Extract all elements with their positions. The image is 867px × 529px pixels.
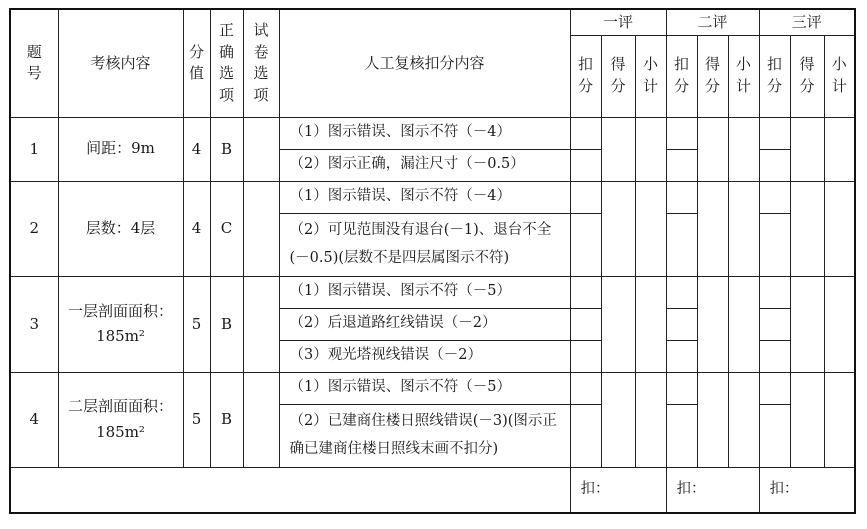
r2-de: 得 分 [697, 35, 728, 117]
r2-kou-cell[interactable] [666, 276, 697, 308]
deduct-item: （2）已建商住楼日照线错误(－3)(图示正确已建商住楼日照线末画不扣分) [279, 404, 570, 467]
header-score: 分 值 [183, 9, 210, 117]
header-review-3: 三评 [759, 9, 855, 35]
footer-kou-1[interactable]: 扣： [570, 467, 666, 513]
r3-kou-cell[interactable] [759, 340, 790, 372]
r1-de-cell[interactable] [601, 372, 635, 467]
deduct-item: （1）图示错误、图示不符（－5） [279, 372, 570, 404]
row-no: 1 [10, 117, 58, 181]
row-paper-choice[interactable] [243, 276, 279, 372]
row-correct: B [210, 117, 243, 181]
r3-kou: 扣 分 [759, 35, 790, 117]
row-score: 5 [183, 276, 210, 372]
footer-kou-2[interactable]: 扣： [666, 467, 759, 513]
r2-kou: 扣 分 [666, 35, 697, 117]
r3-de: 得 分 [790, 35, 824, 117]
row-no: 2 [10, 181, 58, 276]
r1-kou-cell[interactable] [570, 213, 601, 276]
header-no: 题 号 [10, 9, 58, 117]
r3-de-cell[interactable] [790, 372, 824, 467]
row-paper-choice[interactable] [243, 117, 279, 181]
r3-xiaoji-cell[interactable] [824, 181, 855, 276]
header-paper: 试 卷 选 项 [243, 9, 279, 117]
deduct-item: （1）图示错误、图示不符（－4） [279, 117, 570, 149]
table-row [10, 276, 855, 308]
header-review-1: 一评 [570, 9, 666, 35]
r3-kou-cell[interactable] [759, 149, 790, 181]
r1-kou-cell[interactable] [570, 340, 601, 372]
r1-kou-cell[interactable] [570, 149, 601, 181]
r1-de-cell[interactable] [601, 117, 635, 181]
r1-kou-cell[interactable] [570, 276, 601, 308]
r3-kou-cell[interactable] [759, 404, 790, 467]
r3-xiaoji-cell[interactable] [824, 372, 855, 467]
r2-kou-cell[interactable] [666, 149, 697, 181]
header-review-2: 二评 [666, 9, 759, 35]
r3-de-cell[interactable] [790, 276, 824, 372]
r1-xiaoji-cell[interactable] [635, 117, 666, 181]
r3-kou-cell[interactable] [759, 372, 790, 404]
r3-kou-cell[interactable] [759, 308, 790, 340]
row-score: 4 [183, 117, 210, 181]
deduct-item: （2）图示正确，漏注尺寸（－0.5） [279, 149, 570, 181]
r1-de: 得 分 [601, 35, 635, 117]
row-paper-choice[interactable] [243, 372, 279, 467]
r3-kou-cell[interactable] [759, 276, 790, 308]
r1-kou-cell[interactable] [570, 372, 601, 404]
r3-xiaoji-cell[interactable] [824, 117, 855, 181]
row-topic: 层数：4层 [58, 181, 183, 276]
r1-kou-cell[interactable] [570, 404, 601, 467]
row-paper-choice[interactable] [243, 181, 279, 276]
r3-de-cell[interactable] [790, 117, 824, 181]
row-correct: C [210, 181, 243, 276]
r2-xiaoji-cell[interactable] [728, 117, 759, 181]
r1-kou: 扣 分 [570, 35, 601, 117]
r2-kou-cell[interactable] [666, 404, 697, 467]
row-correct: B [210, 372, 243, 467]
r2-kou-cell[interactable] [666, 181, 697, 213]
r1-kou-cell[interactable] [570, 181, 601, 213]
table-row [10, 181, 855, 213]
r1-kou-cell[interactable] [570, 308, 601, 340]
r2-xiaoji-cell[interactable] [728, 372, 759, 467]
r1-xiaoji-cell[interactable] [635, 181, 666, 276]
r1-de-cell[interactable] [601, 276, 635, 372]
r3-de-cell[interactable] [790, 181, 824, 276]
r2-kou-cell[interactable] [666, 308, 697, 340]
row-no: 3 [10, 276, 58, 372]
deduct-item: （2）后退道路红线错误（－2） [279, 308, 570, 340]
header-deduct: 人工复核扣分内容 [279, 9, 570, 117]
table-row [10, 117, 855, 149]
r2-xiaoji-cell[interactable] [728, 181, 759, 276]
r3-kou-cell[interactable] [759, 213, 790, 276]
row-topic: 一层剖面面积：185m² [58, 276, 183, 372]
scoring-table [9, 8, 856, 514]
r2-xiaoji-cell[interactable] [728, 276, 759, 372]
row-score: 5 [183, 372, 210, 467]
deduct-item: （2）可见范围没有退台(－1)、退台不全(－0.5)(层数不是四层属图示不符) [279, 213, 570, 276]
r3-xiaoji: 小 计 [824, 35, 855, 117]
row-correct: B [210, 276, 243, 372]
r2-de-cell[interactable] [697, 117, 728, 181]
deduct-item: （1）图示错误、图示不符（－4） [279, 181, 570, 213]
r2-de-cell[interactable] [697, 181, 728, 276]
r2-de-cell[interactable] [697, 372, 728, 467]
row-topic: 二层剖面面积：185m² [58, 372, 183, 467]
row-topic: 间距：9m [58, 117, 183, 181]
r3-kou-cell[interactable] [759, 117, 790, 149]
r2-kou-cell[interactable] [666, 117, 697, 149]
footer-kou-3[interactable]: 扣： [759, 467, 855, 513]
r2-de-cell[interactable] [697, 276, 728, 372]
row-no: 4 [10, 372, 58, 467]
row-score: 4 [183, 181, 210, 276]
r2-kou-cell[interactable] [666, 372, 697, 404]
header-correct: 正 确 选 项 [210, 9, 243, 117]
footer-blank [10, 467, 570, 513]
deduct-item: （1）图示错误、图示不符（－5） [279, 276, 570, 308]
table-row [10, 372, 855, 404]
r2-kou-cell[interactable] [666, 340, 697, 372]
deduct-item: （3）观光塔视线错误（－2） [279, 340, 570, 372]
r2-kou-cell[interactable] [666, 213, 697, 276]
r3-xiaoji-cell[interactable] [824, 276, 855, 372]
r1-xiaoji-cell[interactable] [635, 372, 666, 467]
r1-xiaoji-cell[interactable] [635, 276, 666, 372]
r1-kou-cell[interactable] [570, 117, 601, 149]
r1-de-cell[interactable] [601, 181, 635, 276]
footer-row [10, 467, 855, 513]
r3-kou-cell[interactable] [759, 181, 790, 213]
r2-xiaoji: 小 计 [728, 35, 759, 117]
r1-xiaoji: 小 计 [635, 35, 666, 117]
header-topic: 考核内容 [58, 9, 183, 117]
